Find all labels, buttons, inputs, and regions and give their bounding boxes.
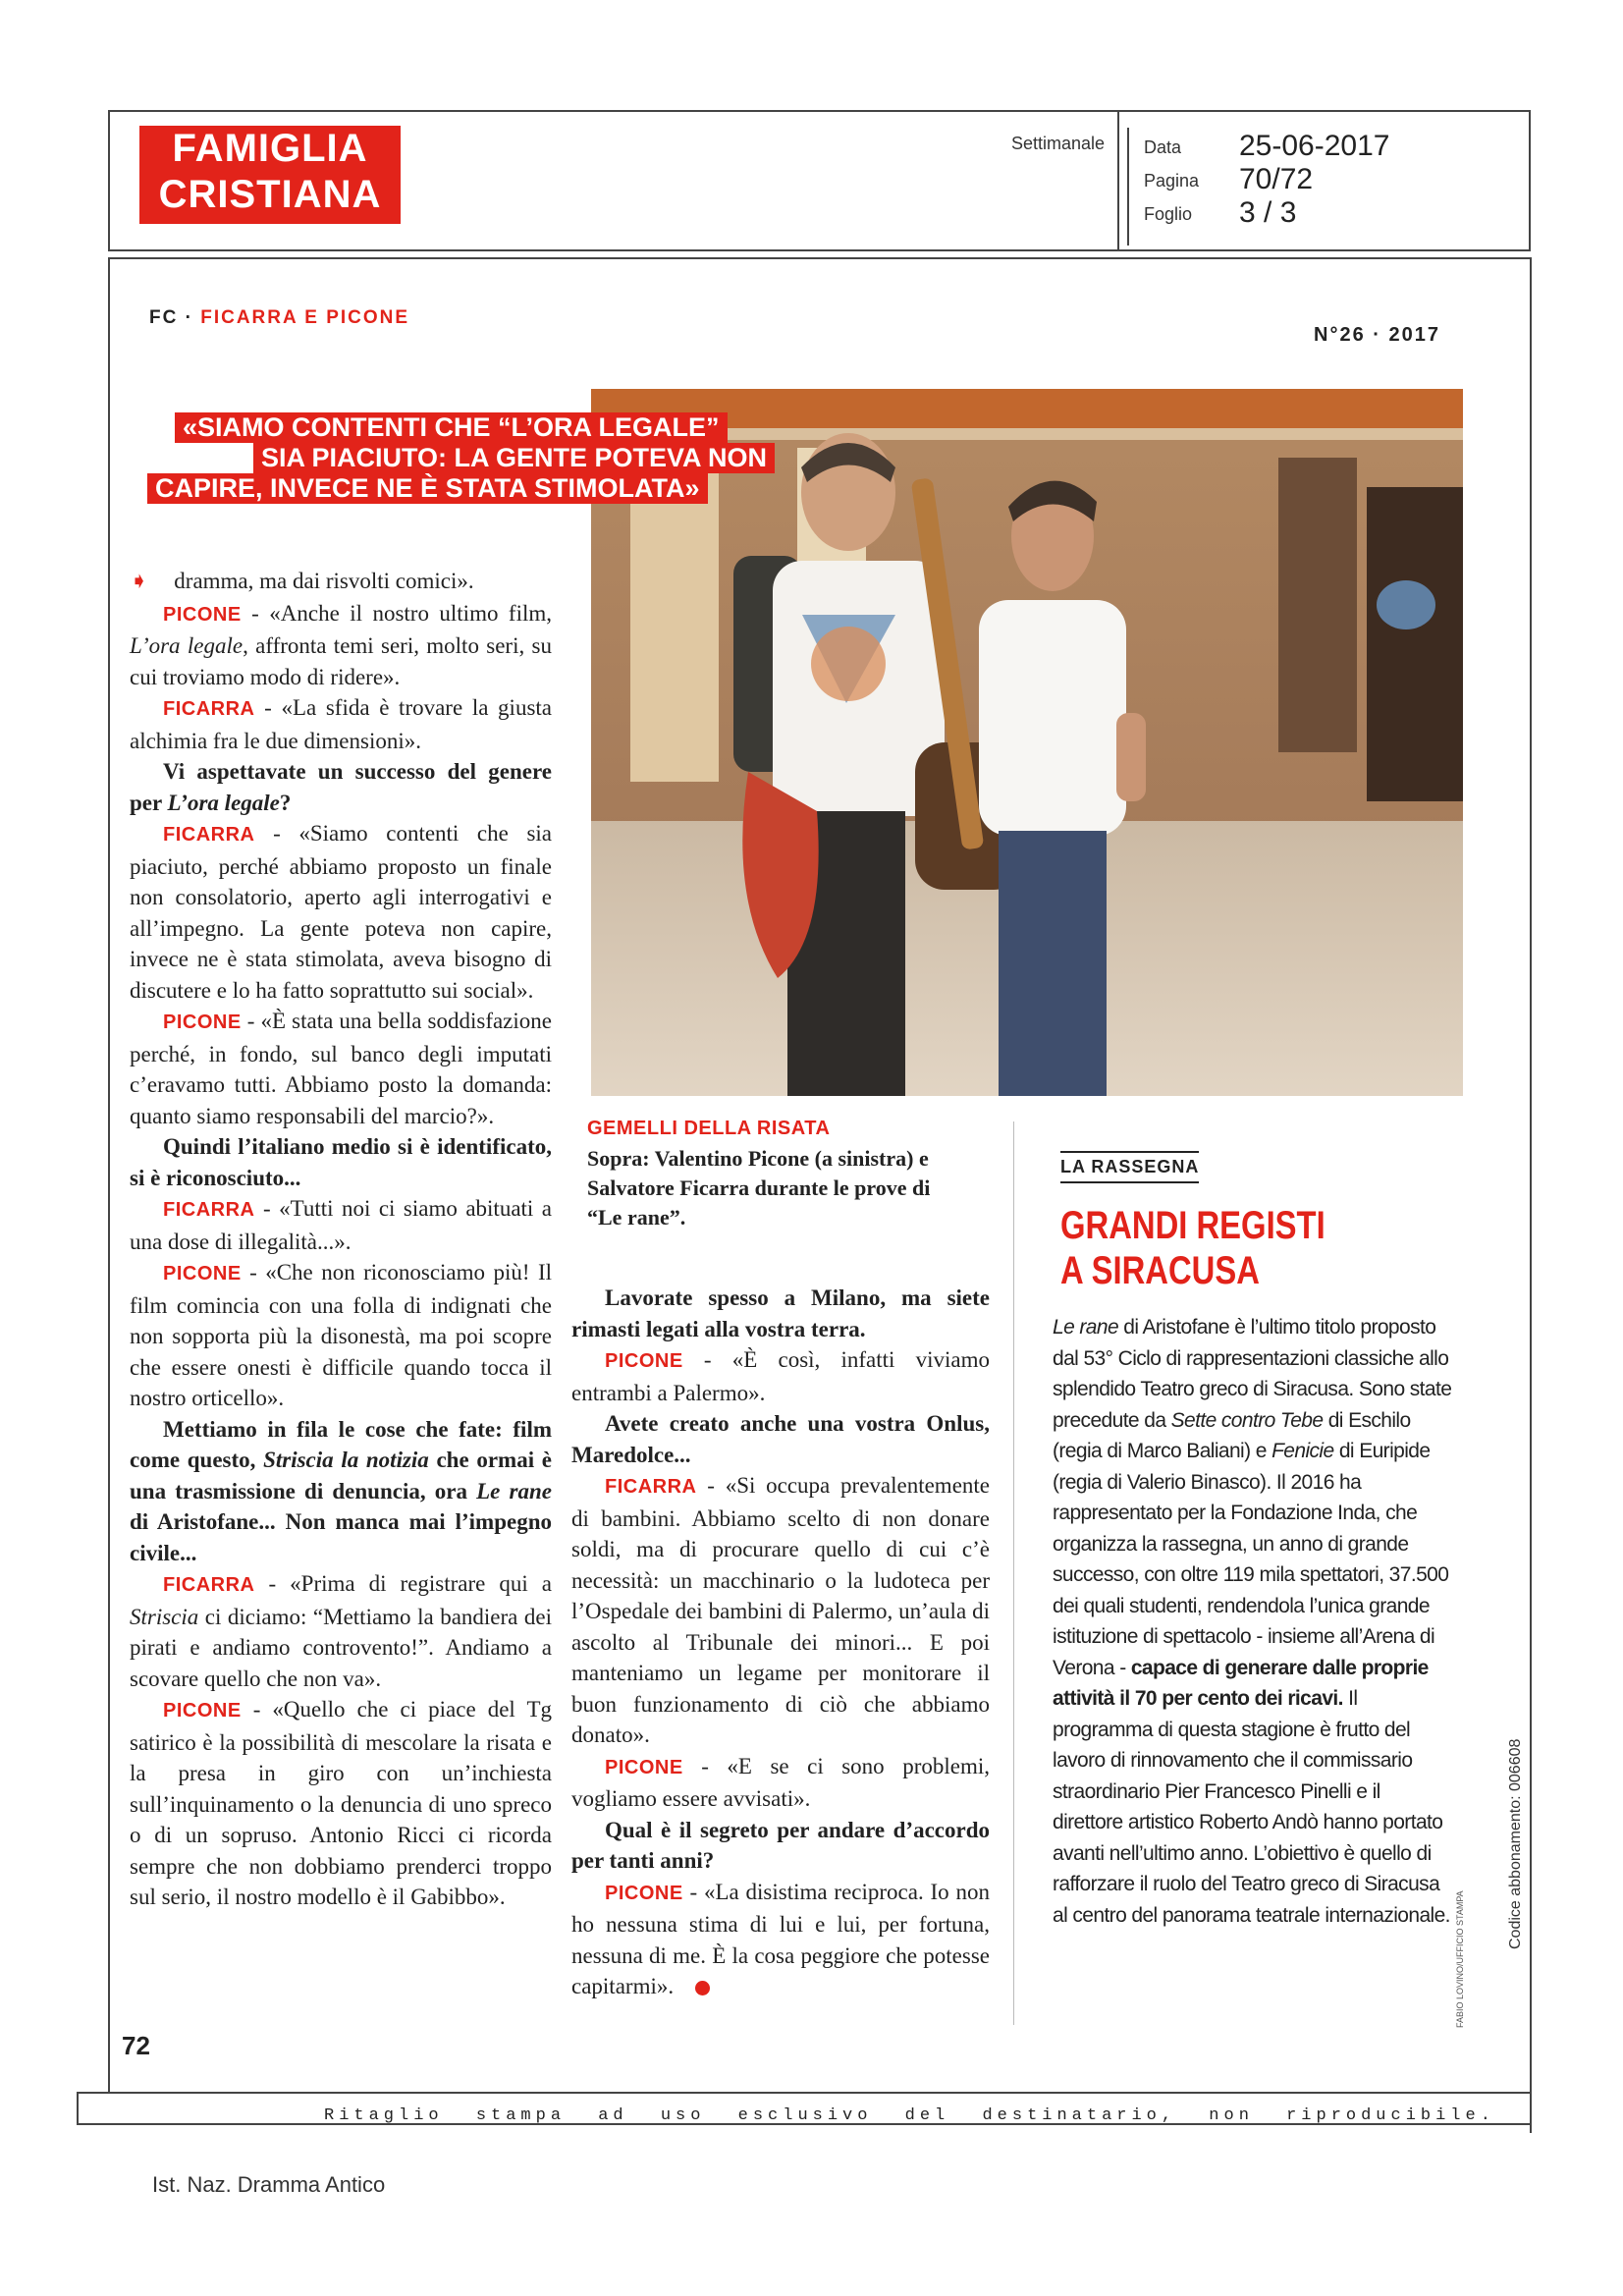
issue-number: N°26 · 2017 <box>1314 324 1440 346</box>
sheet-label: Foglio <box>1144 204 1193 224</box>
frame-line <box>77 2092 1530 2094</box>
pull-quote-line: «SIAMO CONTENTI CHE “L’ORA LEGALE” <box>175 412 728 443</box>
paragraph: PICONE - «Che non riconosciamo più! Il film comincia con una folla di indignati che non sopporta più la disonestà, ma poi scopre che essere onesti è difficile quando tocca il nostro orticello». <box>130 1260 552 1410</box>
speaker-label: PICONE <box>605 1756 683 1778</box>
paragraph: PICONE - «È stata una bella soddisfazione perché, in fondo, sul banco degli imputati c’eravamo tutti. Abbiamo posto la domanda: quanto siamo responsabili del marcio?». <box>130 1009 552 1128</box>
interview-question: Qual è il segreto per andare d’accordo per tanti anni? <box>571 1817 990 1873</box>
magazine-logo: FAMIGLIA CRISTIANA <box>139 126 401 224</box>
publisher-name: Ist. Naz. Dramma Antico <box>152 2172 386 2197</box>
paragraph: FICARRA - «Siamo contenti che sia piaciuto, perché abbiamo proposto un finale non consolatorio, aperto agli interrogativi e all’impegno. La gente poteva non capire, invece ne è stata stimolata, aveva bisogno di discutere e lo ha fatto soprattutto sui social». <box>130 821 552 1003</box>
pull-quote-line: CAPIRE, INVECE NE È STATA STIMOLATA» <box>147 473 708 504</box>
speaker-label: FICARRA <box>163 1574 255 1596</box>
speaker-label: PICONE <box>605 1350 683 1372</box>
sheet-value: 3 / 3 <box>1239 196 1297 229</box>
interview-question: Vi aspettavate un successo del genere per L’ora legale? <box>130 759 552 815</box>
column-divider <box>1013 1121 1014 2025</box>
article-column-1 <box>130 566 552 1913</box>
paragraph: ➧ dramma, ma dai risvolti comici». <box>130 569 474 594</box>
paragraph: PICONE - «La disistima reciproca. Io non ho nessuna stima di lui e lui, per fortuna, nessuna di me. È la cosa peggiore che potesse capitarmi». <box>571 1879 990 1998</box>
photo-credit: FABIO LOVINO/UFFICIO STAMPA <box>1455 1890 1465 2028</box>
photo-caption: Sopra: Valentino Picone (a sinistra) e Salvatore Ficarra durante le prove di “Le rane”. <box>587 1146 931 1230</box>
header-divider <box>1127 128 1129 246</box>
pull-quote <box>147 412 775 504</box>
interview-question: Lavorate spesso a Milano, ma siete rimasti legati alla vostra terra. <box>571 1285 990 1341</box>
frame-line <box>108 257 1532 259</box>
frame-line <box>77 2092 79 2125</box>
section-label: FC · FICARRA E PICONE <box>149 307 410 328</box>
paragraph: FICARRA - «Tutti noi ci siamo abituati a una dose di illegalità...». <box>130 1196 552 1254</box>
end-dot-icon <box>695 1981 710 1995</box>
frame-line <box>108 257 110 2094</box>
date-label: Data <box>1144 137 1182 157</box>
date-value: 25-06-2017 <box>1239 130 1390 162</box>
speaker-label: PICONE <box>605 1882 683 1904</box>
sidebar-text: Le rane di Aristofane è l’ultimo titolo proposto dal 53° Ciclo di rappresentazioni classiche allo splendido Teatro greco di Siracusa. Sono state precedute da Sette contro Tebe di Eschilo (regia di Marco Baliani) e Fenicie di Euripide (regia di Valerio Binasco). Il 2016 ha rappresentato per la Fondazione Inda, che organizza la rassegna, un anno di grande successo, con oltre 119 mila spettatori, 37.500 dei quali studenti, rendendola l’unica grande istituzione di spettacolo - insieme all’Arena di Verona - capace di generare dalle proprie attività il 70 per cento dei ricavi. Il programma di questa stagione è frutto del lavoro di rinnovamento che il commissario straordinario Pier Francesco Pinelli e il direttore artistico Roberto Andò hanno portato avanti nell’ultimo anno. L’obiettivo è quello di rafforzare il ruolo del Teatro greco di Siracusa al centro del panorama teatrale internazionale. <box>1053 1316 1452 1927</box>
speaker-label: FICARRA <box>163 824 255 846</box>
speaker-label: FICARRA <box>163 1199 255 1221</box>
speaker-label: FICARRA <box>163 698 255 720</box>
paragraph: PICONE - «E se ci sono problemi, vogliamo essere avvisati». <box>571 1753 990 1811</box>
speaker-label: PICONE <box>163 1263 242 1285</box>
subscription-code: Codice abbonamento: 006608 <box>1507 1738 1524 1949</box>
frame-line <box>1530 257 1532 2133</box>
speaker-label: FICARRA <box>605 1476 697 1498</box>
interview-question: Quindi l’italiano medio si è identificato, si è riconosciuto... <box>130 1134 552 1190</box>
sidebar-label: LA RASSEGNA <box>1060 1151 1199 1183</box>
page-value: 70/72 <box>1239 163 1314 195</box>
paragraph: PICONE - «Quello che ci piace del Tg satirico è la possibilità di mescolare la risata e la presa in giro con un’inchiesta sull’inquinamento o la denuncia di uno spreco o di un sopruso. Antonio Ricci ci ricorda sempre che non dobbiamo prenderci troppo sul serio, il nostro modello è il Gabibbo». <box>130 1697 552 1909</box>
caption-heading: GEMELLI DELLA RISATA <box>587 1118 831 1139</box>
interview-question: Mettiamo in fila le cose che fate: film come questo, Striscia la notizia che ormai è una trasmissione di denuncia, ora Le rane di Aristofane... Non manca mai l’impegno civile... <box>130 1416 552 1565</box>
paragraph: FICARRA - «La sfida è trovare la giusta alchimia fra le due dimensioni». <box>130 695 552 753</box>
interview-question: Avete creato anche una vostra Onlus, Maredolce... <box>571 1411 990 1467</box>
speaker-label: PICONE <box>163 1700 242 1722</box>
header-divider <box>1117 110 1119 249</box>
paragraph: FICARRA - «Prima di registrare qui a Striscia ci diciamo: “Mettiamo la bandiera dei pirati e andiamo controvento!”. Andiamo a scovare quello che non va». <box>130 1571 552 1691</box>
page-number: 72 <box>122 2031 150 2060</box>
clipping-notice: Ritaglio stampa ad uso esclusivo del destinatario, non riproducibile. <box>324 2106 1495 2125</box>
article-column-2 <box>571 1283 990 2002</box>
page-label: Pagina <box>1144 171 1200 191</box>
speaker-label: PICONE <box>163 603 242 626</box>
sidebar-title: GRANDI REGISTI A SIRACUSA <box>1060 1204 1325 1292</box>
speaker-label: PICONE <box>163 1011 242 1033</box>
paragraph: PICONE - «Anche il nostro ultimo film, L’ora legale, affronta temi seri, molto seri, su cui troviamo modo di ridere». <box>130 600 552 689</box>
pull-quote-line: SIA PIACIUTO: LA GENTE POTEVA NON <box>253 443 775 473</box>
frequency-label: Settimanale <box>1011 134 1106 153</box>
paragraph: PICONE - «È così, infatti viviamo entrambi a Palermo». <box>571 1347 990 1405</box>
paragraph: FICARRA - «Si occupa prevalentemente di bambini. Abbiamo scelto di non donare soldi, ma di procurare quello di cui c’è necessità: un macchinario o la ludoteca per l’Ospedale dei bambini di Palermo, un’aula di ascolto al Tribunale dei minori... E poi manteniamo un legame per monitorare il buon funzionamento di ciò che abbiamo donato». <box>571 1473 990 1747</box>
continue-arrow-icon: ➧ <box>130 569 149 594</box>
